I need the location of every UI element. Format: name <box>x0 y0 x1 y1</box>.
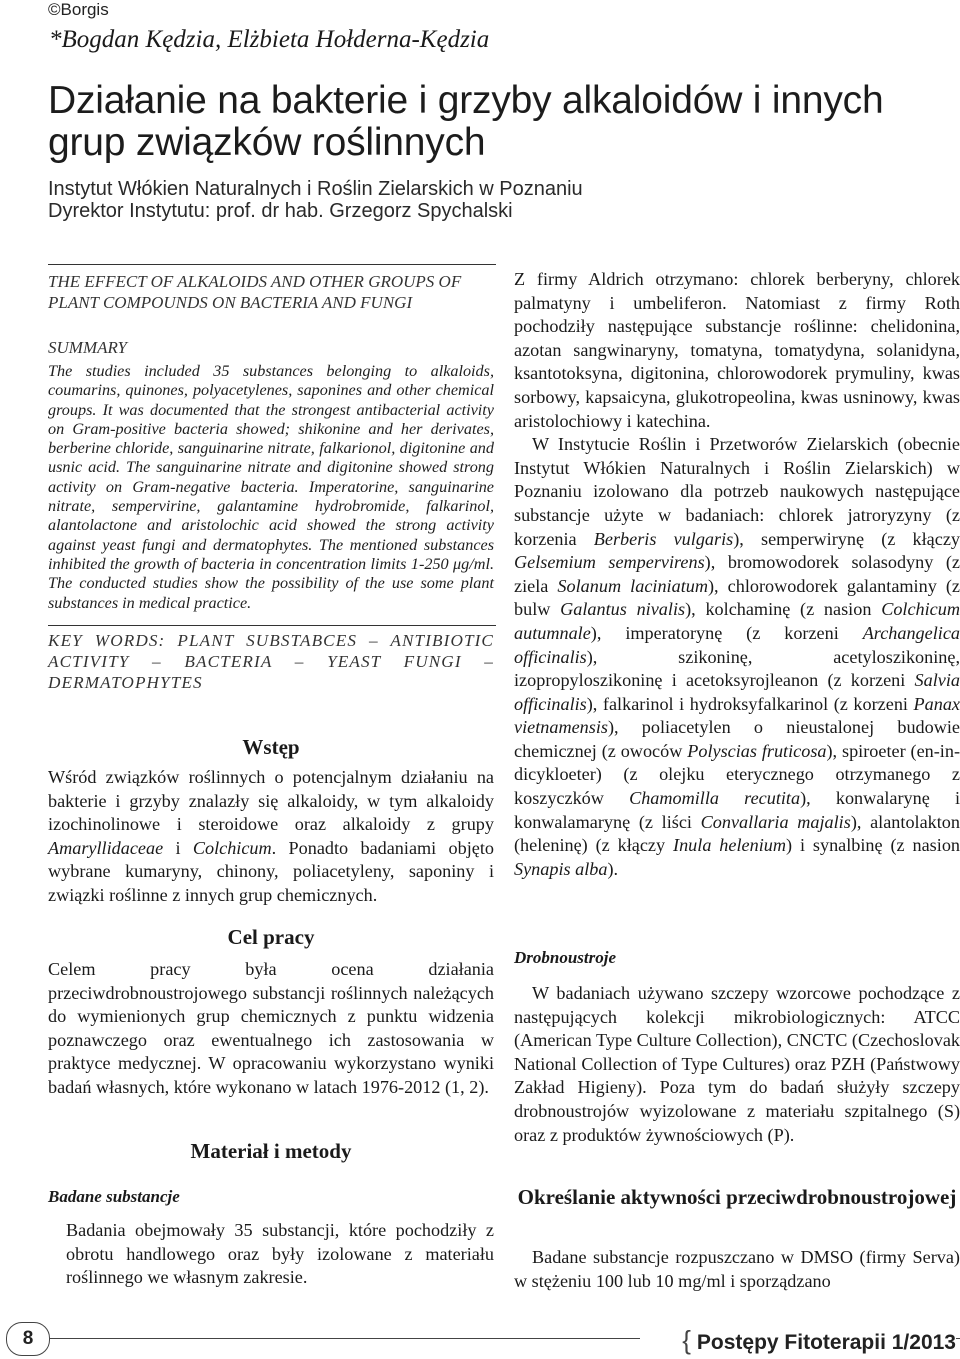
summary-top-rule <box>48 264 496 265</box>
paragraph-drobnoustroje: W badaniach używano szczepy wzorcowe pochodzące z następujących kolekcji mikrobiologicznych: ATCC (American Type Culture Collection), CNCTC (Czechoslovak National Collection of Type Cultures) oraz PZH (Państwowy Zakład Higieny). Poza tym do badań służyły szczepy drobnoustrojów wyizolowane z materiału szpitalnego (S) oraz z produktów żywnościowych (P). <box>514 983 960 1145</box>
italic-term: Archangelica officinalis <box>514 622 960 667</box>
text-run: ), poliacetylen o nieustalonej budowie chemicznej (z owoców <box>514 717 960 761</box>
brace-ornament: { <box>682 1325 691 1355</box>
italic-term: Colchicum <box>192 837 272 858</box>
text-run: Wśród związków roślinnych o potencjalnym działaniu na bakterie i grzyby znalazły się alkaloidy, w tym alkaloidy izochinolinowe i steroidowe oraz alkaloidy z grupy <box>48 767 494 835</box>
italic-term: Salvia officinalis <box>514 670 960 714</box>
text-run: ), chlorowodorek galantaminy (z bulw <box>514 575 960 620</box>
paragraph-isolated <box>514 433 960 881</box>
text-run: . Ponadto badaniami objęto wybrane kumaryny, chinony, poliacetyleny, saponiny i związki roślinne z innych grup chemicznych. <box>48 837 495 905</box>
summary-text: The studies included 35 substances belonging to alkaloids, coumarins, quinones, polyacetylenes, saponines and other chemical groups. It was documented that the strongest antibacterial activity on Gram-positive bacteria showed; shikonine and her derivates, berberine chloride, sanguinarine nitrate, falkarionol, digitonine and usnic acid. The sanguinarine nitrate and digitonine showed strong activity on Gram-negative bacteria. Imperatorine, sanguinarine nitrate, sempervirine, galantamine hydrobromide, falkarinol, alantolactone and aristolochic acid showed the strong activity against yeast fungi and dermatophytes. The mentioned substances inhibited the growth of bacteria in concentration limits 1-250 μg/ml. The conducted studies show the possibility of the use some plant substances in medical practice. <box>48 362 494 612</box>
section-heading-okreslanie: Określanie aktywności przeciwdrobnoustrojowej <box>517 1185 957 1209</box>
paragraph-okreslanie: Badane substancje rozpuszczano w DMSO (firmy Serva) w stężeniu 100 lub 10 mg/ml i sporządzano <box>514 1247 960 1291</box>
footer-rule-left <box>42 1338 646 1339</box>
section-heading-cel: Cel pracy <box>227 925 315 949</box>
text-run: ), alantolakton (heleninę) (z kłączy <box>514 811 960 856</box>
section-heading-wstep: Wstęp <box>242 735 300 759</box>
italic-term: Solanum laciniatum <box>557 575 708 596</box>
subheading-drobnoustroje: Drobnoustroje <box>514 948 617 967</box>
english-title: THE EFFECT OF ALKALOIDS AND OTHER GROUPS OF PLANT COMPOUNDS ON BACTERIA AND FUNGI <box>48 272 462 312</box>
italic-term: Synapis alba <box>514 858 608 879</box>
text-run: ) i synalbinę (z nasion <box>785 835 960 856</box>
italic-term: Chamomilla recutita <box>629 788 801 809</box>
italic-term: Amaryllidaceae <box>48 837 164 858</box>
italic-term: Inula helenium <box>673 835 786 856</box>
summary-heading: SUMMARY <box>48 338 128 357</box>
text-run: ), kolchaminę (z nasion <box>685 599 882 620</box>
italic-term: Polyscias fruticosa <box>687 740 827 761</box>
text-run: ), konwalarynę i konwalamarynę (z liści <box>514 788 960 832</box>
paragraph-substances <box>514 268 960 881</box>
paragraph-wstep <box>48 766 494 908</box>
affiliation: Instytut Włókien Naturalnych i Roślin Zielarskich w Poznaniu <box>48 178 583 200</box>
text-run: ). <box>607 858 619 879</box>
article-authors: *Bogdan Kędzia, Elżbieta Hołderna-Kędzia <box>49 26 490 53</box>
page-number: 8 <box>6 1322 50 1356</box>
italic-term: Colchicum autumnale <box>514 599 960 643</box>
paragraph-suppliers: Z firmy Aldrich otrzymano: chlorek berberyny, chlorek palmatyny i umbeliferon. Natomiast z firmy Roth pochodziły następujące substancje roślinne: chelidonina, azotan sangwinaryny, tomatyna, tomatydyna, solanidyna, ksantotoksyna, digitonina, chlorowodorek prymuliny, kwas sorbowy, kapsaicyna, glukotropeolina, kwas usninowy, kwas aristolochiowy i katechina. <box>514 269 960 431</box>
subheading-badane: Badane substancje <box>48 1187 180 1206</box>
journal-name <box>640 1324 956 1356</box>
text-run: ), spiroeter (en-in-dicykloeter) (z olejku eterycznego otrzymanego z koszyczków <box>514 740 960 809</box>
italic-term: Gelsemium sempervirens <box>514 552 705 573</box>
text-run: i <box>163 837 193 858</box>
italic-term: Berberis vulgaris <box>593 528 734 549</box>
paragraph-badane: Badania obejmowały 35 substancji, które pochodziły z obrotu handlowego oraz były izolowane z materiału roślinnego we własnym zakresie. <box>66 1220 494 1288</box>
section-heading-material: Materiał i metody <box>190 1139 352 1163</box>
paragraph-cel: Celem pracy była ocena działania przeciwdrobnoustrojowego substancji roślinnych należących do wymienionych grup chemicznych z punktu widzenia poznawczego oraz ewentualnego ich zastosowania w praktyce medycznej. W opracowaniu wykorzystano wyniki badań własnych, które wykonano w latach 1976-2012 (1, 2). <box>48 959 494 1097</box>
italic-term: Panax vietnamensis <box>514 693 960 738</box>
italic-term: Galantus nivalis <box>560 599 686 620</box>
italic-term: Convallaria majalis <box>700 811 851 832</box>
text-run: ), imperatorynę (z korzeni <box>590 622 863 643</box>
institute-director: Dyrektor Instytutu: prof. dr hab. Grzegorz Spychalski <box>48 200 513 222</box>
publisher-copyright: ©Borgis <box>48 0 109 19</box>
keywords-rule <box>48 625 496 626</box>
text-run: ), falkarinol i hydroksyfalkarinol (z korzeni <box>586 693 914 714</box>
text-run: ), semperwirynę (z kłączy <box>733 528 960 549</box>
journal-title: Postępy Fitoterapii 1/2013 <box>696 1331 956 1354</box>
text-run: ), bromowodorek solasodyny (z ziela <box>514 552 960 596</box>
text-run: ), szikoninę, acetyloszikoninę, izopropyloszikoninę i acetoksyrojleanon (z korzeni <box>514 646 960 691</box>
key-words: KEY WORDS: PLANT SUBSTABCES – ANTIBIOTIC ACTIVITY – BACTERIA – YEAST FUNGI – DERMATOPHYTES <box>48 631 494 692</box>
article-title: Działanie na bakterie i grzyby alkaloidów i innych grup związków roślinnych <box>48 79 884 164</box>
text-run: W Instytucie Roślin i Przetworów Zielarskich (obecnie Instytut Włókien Naturalnych i Roślin Zielarskich) w Poznaniu izolowano dla potrzeb naukowych następujące substancje użyte w badaniach: chlorek jatroryzyny (z korzenia <box>514 434 960 549</box>
